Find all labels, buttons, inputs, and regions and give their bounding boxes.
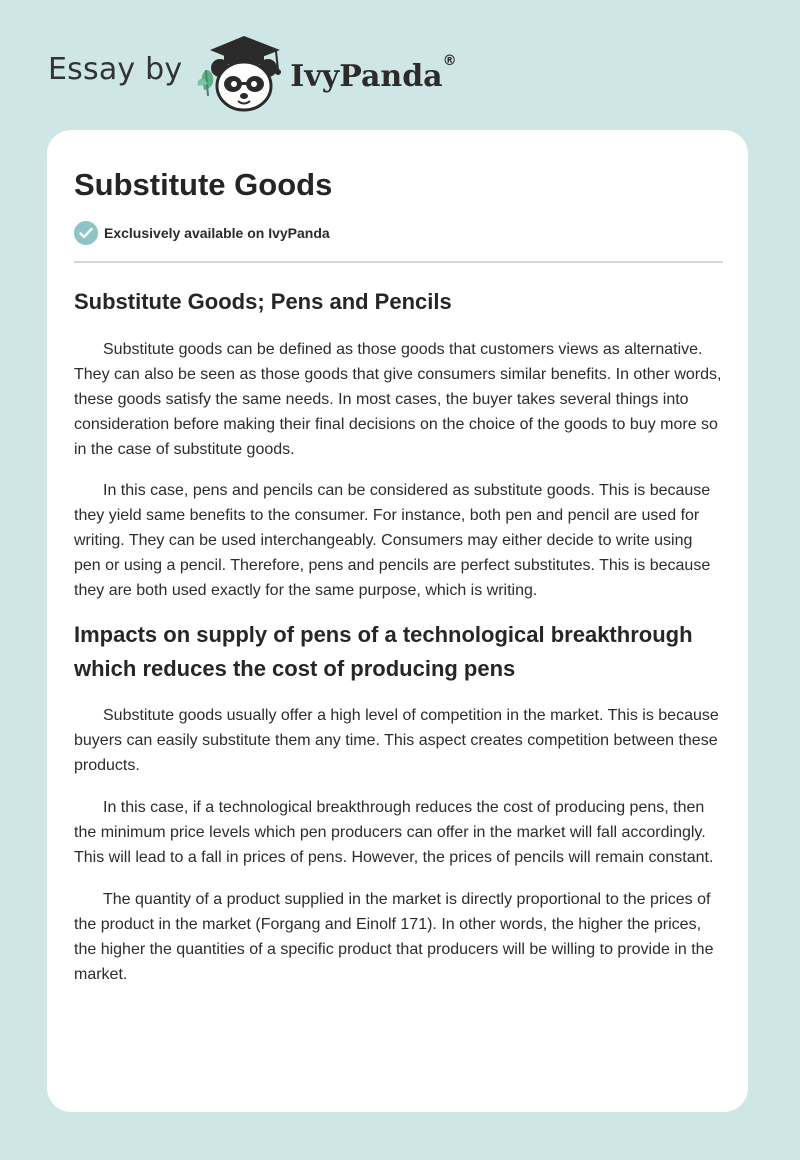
- section-heading-supply-impacts: Impacts on supply of pens of a technological breakthrough which reduces the cost of producing pens: [74, 622, 693, 681]
- exclusive-label: Exclusively available on IvyPanda: [104, 225, 330, 241]
- page-title: Substitute Goods: [74, 167, 333, 202]
- check-icon: [74, 221, 98, 245]
- section-heading-pens-pencils: Substitute Goods; Pens and Pencils: [74, 289, 452, 314]
- registered-mark: ®: [442, 52, 457, 69]
- site-brand[interactable]: [48, 34, 457, 114]
- paragraph: The quantity of a product supplied in the market is directly proportional to the prices of the product in the market (Forgang and Einolf 171). In other words, the higher the prices, the higher the quantities of a specific product that producers will be willing to provide in the market.: [74, 891, 714, 983]
- essay-by-label: Essay by: [48, 51, 183, 87]
- paragraph: Substitute goods can be defined as those goods that customers views as alternative. They can also be seen as those goods that give consumers similar benefits. In other words, these goods satisfy the same needs. In most cases, the buyer takes several things into consideration before making their final decisions on the choice of the goods to buy more so in the case of substitute goods.: [74, 341, 722, 458]
- essay-card: [47, 130, 748, 1112]
- paragraph: In this case, if a technological breakthrough reduces the cost of producing pens, then the minimum price levels which pen producers can offer in the market will fall accordingly. This will lead to a fall in prices of pens. However, the prices of pencils will remain constant.: [74, 799, 714, 866]
- essay-content: [74, 280, 723, 987]
- paragraph: In this case, pens and pencils can be considered as substitute goods. This is because they yield same benefits to the consumer. For instance, both pen and pencil are used for writing. They can be used interchangeably. Consumers may either decide to write using pen or using a pencil. Therefore, pens and pencils are perfect substitutes. This is because they are both used exactly for the same purpose, which is writing.: [74, 482, 711, 599]
- panda-graduate-logo-icon: [196, 34, 288, 114]
- paragraph: Substitute goods usually offer a high level of competition in the market. This is because buyers can easily substitute them any time. This aspect creates competition between these products.: [74, 707, 719, 774]
- title-divider: [74, 261, 723, 263]
- brand-name: IvyPanda®: [290, 52, 457, 94]
- exclusive-badge: [74, 221, 330, 245]
